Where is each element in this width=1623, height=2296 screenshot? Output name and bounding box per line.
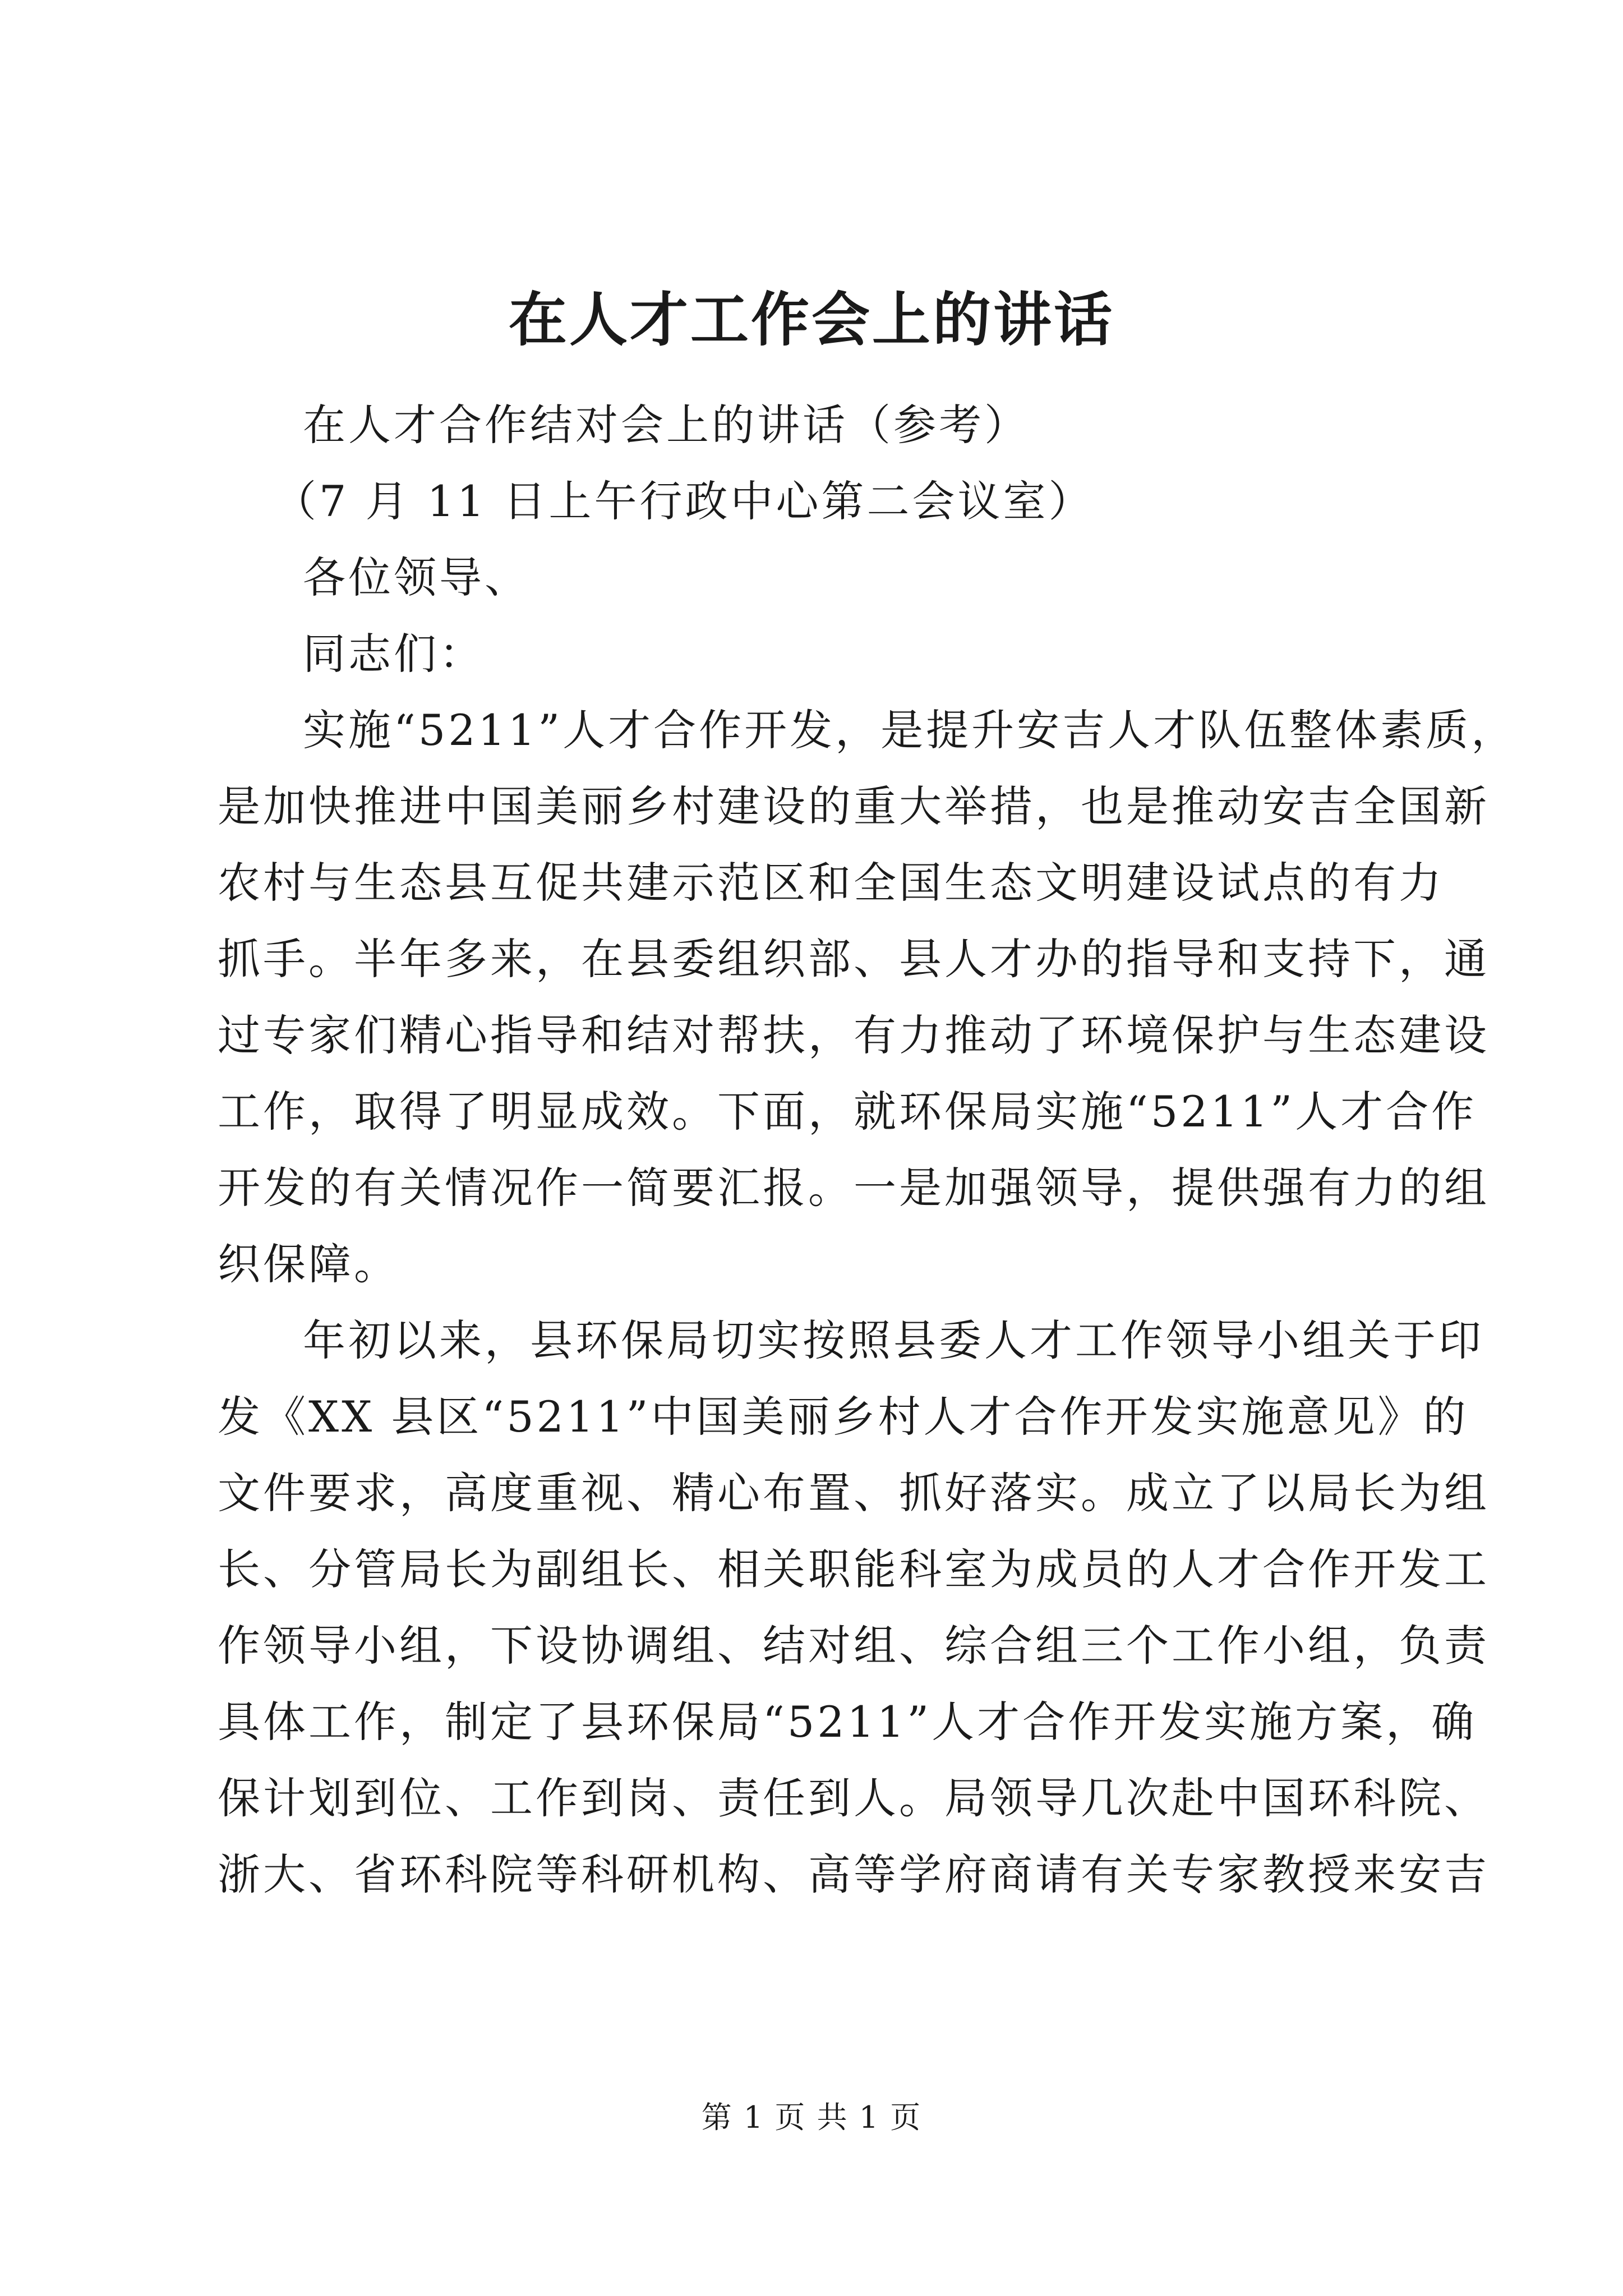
paragraph-line: 开发的有关情况作一简要汇报。一是加强领导，提供强有力的组: [218, 1163, 1490, 1213]
document-title: 在人才工作会上的讲话: [508, 285, 1114, 354]
paragraph-line: 具体工作，制定了县环保局“5211”人才合作开发实施方案，确: [218, 1697, 1477, 1747]
paragraph-line: 长、分管局长为副组长、相关职能科室为成员的人才合作开发工: [218, 1544, 1490, 1594]
paragraph-line: 发《XX 县区“5211”中国美丽乡村人才合作开发实施意见》的: [218, 1392, 1469, 1442]
paragraph-line: 年初以来，县环保局切实按照县委人才工作领导小组关于印: [303, 1315, 1484, 1365]
date-location-line: （7 月 11 日上午行政中心第二会议室）: [274, 476, 1094, 526]
paragraph-line: 抓手。半年多来，在县委组织部、县人才办的指导和支持下，通: [218, 934, 1490, 984]
paragraph-line: 保计划到位、工作到岗、责任到人。局领导几次赴中国环科院、: [218, 1773, 1490, 1823]
paragraph-line: 是加快推进中国美丽乡村建设的重大举措，也是推动安吉全国新: [218, 781, 1490, 831]
paragraph-line: 农村与生态县互促共建示范区和全国生态文明建设试点的有力: [218, 858, 1444, 908]
subtitle-line: 在人才合作结对会上的讲话（参考）: [303, 400, 1030, 450]
paragraph-line: 织保障。: [218, 1239, 399, 1289]
page-footer: 第 1 页 共 1 页: [701, 2100, 922, 2135]
paragraph-line: 文件要求，高度重视、精心布置、抓好落实。成立了以局长为组: [218, 1468, 1490, 1518]
salutation-line: 同志们：: [303, 629, 485, 679]
paragraph-line: 实施“5211”人才合作开发，是提升安吉人才队伍整体素质，: [303, 705, 1517, 755]
paragraph-line: 作领导小组，下设协调组、结对组、综合组三个工作小组，负责: [218, 1621, 1490, 1671]
paragraph-line: 工作，取得了明显成效。下面，就环保局实施“5211”人才合作: [218, 1087, 1477, 1137]
salutation-line: 各位领导、: [303, 553, 530, 602]
document-body: [218, 387, 1517, 1913]
paragraph-line: 浙大、省环科院等科研机构、高等学府商请有关专家教授来安吉: [218, 1849, 1490, 1899]
paragraph-line: 过专家们精心指导和结对帮扶，有力推动了环境保护与生态建设: [218, 1010, 1490, 1060]
